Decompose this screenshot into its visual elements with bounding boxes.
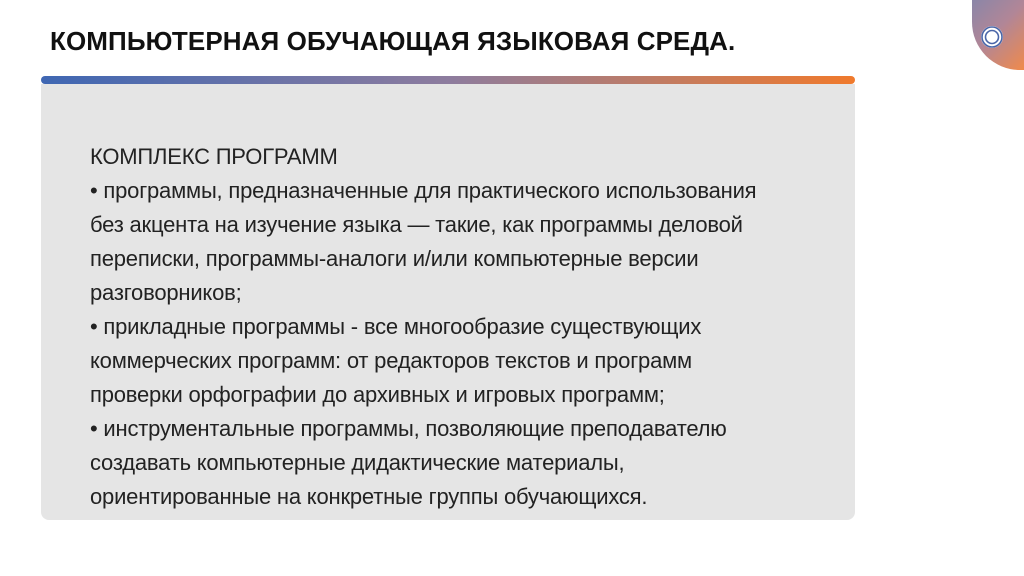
body-line: • инструментальные программы, позволяющие преподавателю xyxy=(90,416,727,441)
gradient-divider xyxy=(41,76,855,84)
body-line: ориентированные на конкретные группы обучающихся. xyxy=(90,484,648,509)
body-text xyxy=(90,140,830,514)
body-line: разговорников; xyxy=(90,280,242,305)
body-line: без акцента на изучение языка — такие, как программы деловой xyxy=(90,212,743,237)
concentric-circles-icon xyxy=(981,26,1003,48)
body-line: коммерческих программ: от редакторов текстов и программ xyxy=(90,348,692,373)
body-line: проверки орфографии до архивных и игровых программ; xyxy=(90,382,665,407)
body-line: • программы, предназначенные для практического использования xyxy=(90,178,757,203)
body-heading: КОМПЛЕКС ПРОГРАММ xyxy=(90,144,338,169)
slide-title: КОМПЬЮТЕРНАЯ ОБУЧАЮЩАЯ ЯЗЫКОВАЯ СРЕДА. xyxy=(50,26,736,56)
body-line: создавать компьютерные дидактические материалы, xyxy=(90,450,625,475)
body-line: • прикладные программы - все многообразие существующих xyxy=(90,314,702,339)
body-line: переписки, программы-аналоги и/или компьютерные версии xyxy=(90,246,699,271)
